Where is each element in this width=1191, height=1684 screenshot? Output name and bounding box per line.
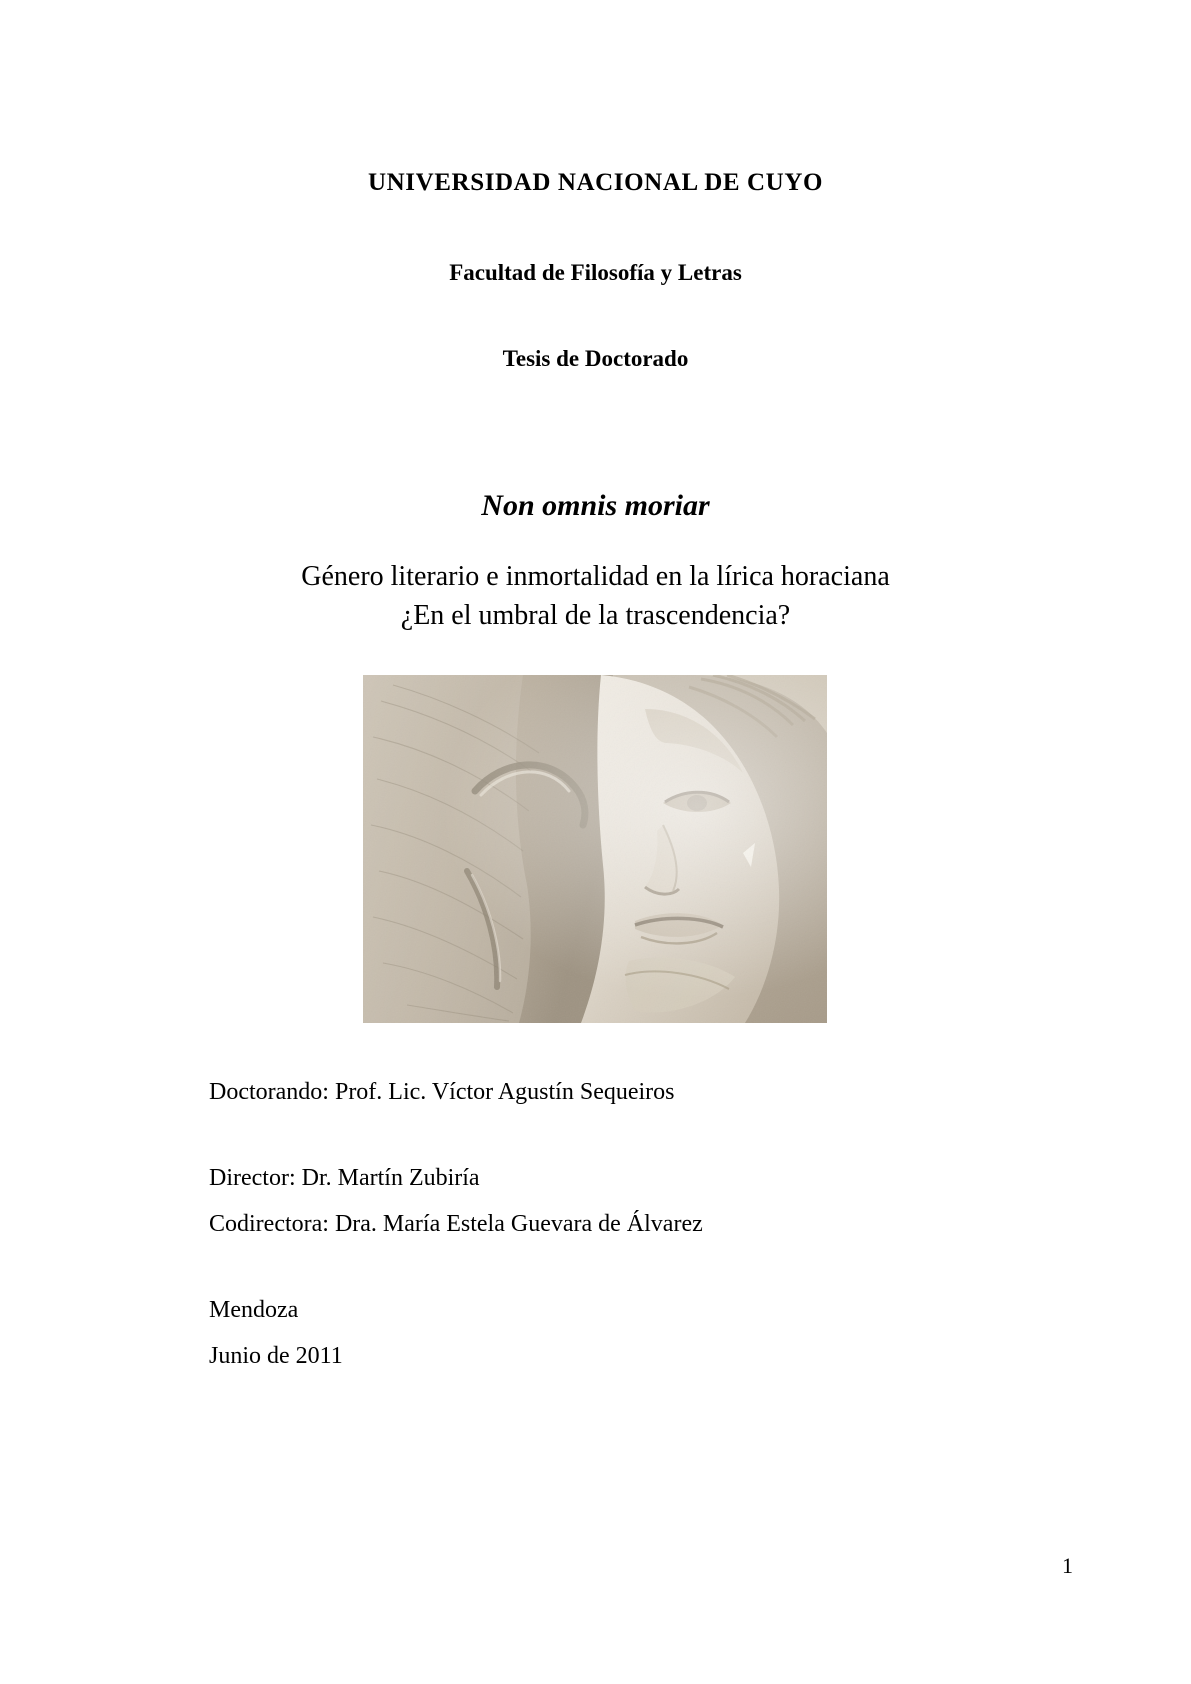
date-line: Junio de 2011 (209, 1343, 343, 1369)
degree-type: Tesis de Doctorado (502, 346, 689, 371)
spacer (209, 1190, 703, 1212)
cover-image (363, 675, 827, 1023)
page-title: Non omnis moriar (481, 489, 710, 522)
university-name: UNIVERSIDAD NACIONAL DE CUYO (367, 169, 824, 196)
city-line: Mendoza (209, 1297, 299, 1323)
subtitle-line-1: Género literario e inmortalidad en la lírica horaciana (301, 561, 890, 592)
page-number: 1 (1062, 1553, 1073, 1578)
thesis-title-block (0, 488, 1191, 635)
credits-block (209, 1080, 703, 1368)
spacer (209, 1104, 703, 1166)
codirector-line: Codirectora: Dra. María Estela Guevara de Álvarez (209, 1211, 703, 1237)
stone-relief-illustration (363, 675, 827, 1023)
faculty-name: Facultad de Filosofía y Letras (449, 260, 742, 285)
thesis-subtitle (0, 558, 1191, 635)
spacer (209, 1322, 703, 1344)
spacer (209, 1236, 703, 1298)
director-line: Director: Dr. Martín Zubiría (209, 1165, 480, 1191)
title-page-header (0, 168, 1191, 372)
candidate-line: Doctorando: Prof. Lic. Víctor Agustín Sequeiros (209, 1079, 675, 1105)
subtitle-line-2: ¿En el umbral de la trascendencia? (400, 599, 791, 631)
